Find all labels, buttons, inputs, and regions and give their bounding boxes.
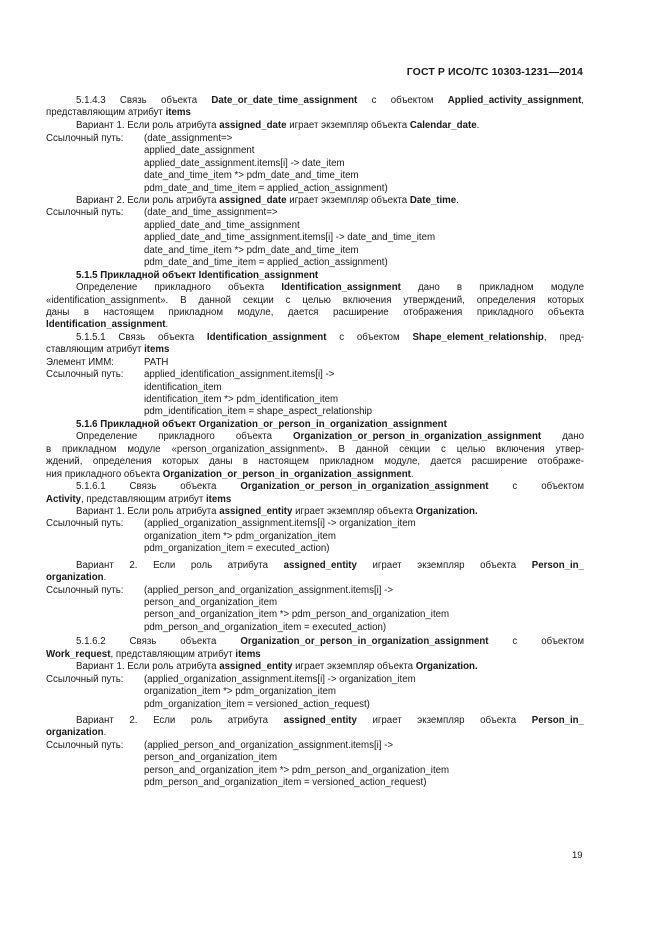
variant-line: Вариант 1. Если роль атрибута assigned_date играет экземпляр объекта Calendar_date. (76, 120, 480, 132)
path-line: pdm_person_and_organization_item = executed_action) (144, 621, 387, 633)
clause-5-1-6-1-heading-cont: Activity, представляющим атрибут items (46, 493, 232, 505)
path-line: pdm_date_and_time_item = applied_action_assignment) (144, 182, 388, 194)
reference-path-label: Ссылочный путь: (46, 207, 124, 219)
paragraph-line: «identification_assignment». В данной секции с целью включения утверждений, определения которых (46, 294, 584, 306)
path-line: pdm_organization_item = versioned_action_request) (144, 698, 370, 710)
reference-path (46, 518, 584, 530)
paragraph-line: Определение прикладного объекта Organization_or_person_in_organization_assignment дано (76, 431, 584, 443)
document-body (46, 95, 584, 790)
variant-line: Вариант 1. Если роль атрибута assigned_entity играет экземпляр объекта Organization. (76, 505, 478, 517)
reference-path-label: Ссылочный путь: (46, 518, 124, 530)
paragraph-line: в прикладном модуле «person_organization_assignment». В данной секции с целью включения утвер- (46, 443, 584, 455)
paragraph-line: ждений, определения которых даны в настоящем прикладном модуле, дается расширение отображе- (46, 456, 584, 468)
variant-line: Вариант 1. Если роль атрибута assigned_entity играет экземпляр объекта Organization. (76, 661, 478, 673)
clause-5-1-5-1-heading: 5.1.5.1 Связь объекта Identification_assignment с объектом Shape_element_relationship, пред- (76, 331, 585, 343)
path-line: identification_item (144, 381, 222, 393)
variant-line-cont: organization. (46, 727, 107, 739)
reference-path-label: Ссылочный путь: (46, 673, 124, 685)
path-line: pdm_organization_item = executed_action) (144, 543, 330, 555)
reference-path (46, 674, 584, 686)
paragraph-line: ния прикладного объекта Organization_or_person_in_organization_assignment. (46, 468, 414, 480)
clause-5-1-4-3-heading: 5.1.4.3 Связь объекта Date_or_date_time_assignment с объектом Applied_activity_assignment, (76, 95, 584, 106)
imm-element (46, 357, 584, 369)
path-line: pdm_person_and_organization_item = versioned_action_request) (144, 777, 427, 789)
page-number: 19 (572, 850, 583, 861)
path-line: (date_assignment=> (144, 132, 233, 144)
path-line: applied_date_assignment.items[i] -> date_item (144, 157, 345, 169)
reference-path (46, 133, 584, 145)
path-line: (applied_organization_assignment.items[i] -> organization_item (144, 673, 416, 685)
variant-line-cont: organization. (46, 572, 107, 584)
path-line: date_and_time_item *> pdm_date_and_time_item (144, 244, 359, 256)
path-line: (applied_organization_assignment.items[i] -> organization_item (144, 518, 416, 530)
path-line: organization_item *> pdm_organization_item (144, 530, 336, 542)
clause-5-1-6-2-heading-cont: Work_request, представляющим атрибут items (46, 648, 261, 660)
paragraph-line: Identification_assignment. (46, 319, 169, 331)
reference-path (46, 207, 584, 219)
path-line: applied_date_and_time_assignment (144, 219, 300, 231)
clause-5-1-6-1-heading: 5.1.6.1 Связь объекта Organization_or_person_in_organization_assignment с объектом (76, 481, 584, 493)
reference-path (46, 585, 584, 597)
path-line: pdm_date_and_time_item = applied_action_assignment) (144, 257, 388, 269)
variant-line: Вариант 2. Если роль атрибута assigned_date играет экземпляр объекта Date_time. (76, 195, 459, 206)
path-line: person_and_organization_item *> pdm_person_and_organization_item (144, 609, 450, 621)
document-header: ГОСТ Р ИСО/ТС 10303-1231—2014 (406, 66, 583, 78)
clause-5-1-6-2-heading: 5.1.6.2 Связь объекта Organization_or_person_in_organization_assignment с объектом (76, 636, 584, 648)
clause-5-1-4-3-heading-cont: представляющим атрибут items (46, 107, 191, 119)
variant-line: Вариант 2. Если роль атрибута assigned_entity играет экземпляр объекта Person_in_ (76, 559, 584, 571)
paragraph-line: даны в настоящем прикладном модуле, дается расширение отображения прикладного объекта (46, 306, 584, 318)
imm-element-label: Элемент ИММ: (46, 356, 115, 368)
reference-path-label: Ссылочный путь: (46, 584, 124, 596)
paragraph-line: Определение прикладного объекта Identification_assignment дано в прикладном модуле (76, 282, 584, 294)
path-line: person_and_organization_item *> pdm_person_and_organization_item (144, 764, 450, 776)
reference-path (46, 740, 584, 752)
reference-path-label: Ссылочный путь: (46, 132, 124, 144)
clause-5-1-5-1-heading-cont: ставляющим атрибут items (46, 344, 170, 356)
path-line: date_and_time_item *> pdm_date_and_time_item (144, 170, 359, 182)
imm-element-value: PATH (144, 356, 169, 368)
path-line: (applied_person_and_organization_assignment.items[i] -> (144, 584, 394, 596)
path-line: applied_date_assignment (144, 145, 255, 157)
section-5-1-6-title: 5.1.6 Прикладной объект Organization_or_person_in_organization_assignment (76, 418, 447, 430)
variant-line: Вариант 2. Если роль атрибута assigned_entity играет экземпляр объекта Person_in_ (76, 714, 584, 726)
path-line: applied_identification_assignment.items[i] -> (144, 369, 335, 381)
path-line: organization_item *> pdm_organization_item (144, 686, 336, 698)
path-line: person_and_organization_item (144, 597, 278, 608)
path-line: person_and_organization_item (144, 752, 278, 764)
path-line: identification_item *> pdm_identification_item (144, 394, 339, 405)
reference-path-label: Ссылочный путь: (46, 369, 124, 381)
reference-path-label: Ссылочный путь: (46, 739, 124, 751)
path-line: applied_date_and_time_assignment.items[i] -> date_and_time_item (144, 232, 436, 244)
path-line: (date_and_time_assignment=> (144, 207, 278, 219)
reference-path (46, 369, 584, 381)
path-line: pdm_identification_item = shape_aspect_relationship (144, 406, 373, 418)
section-5-1-5-title: 5.1.5 Прикладной объект Identification_assignment (76, 269, 319, 281)
path-line: (applied_person_and_organization_assignment.items[i] -> (144, 739, 394, 751)
